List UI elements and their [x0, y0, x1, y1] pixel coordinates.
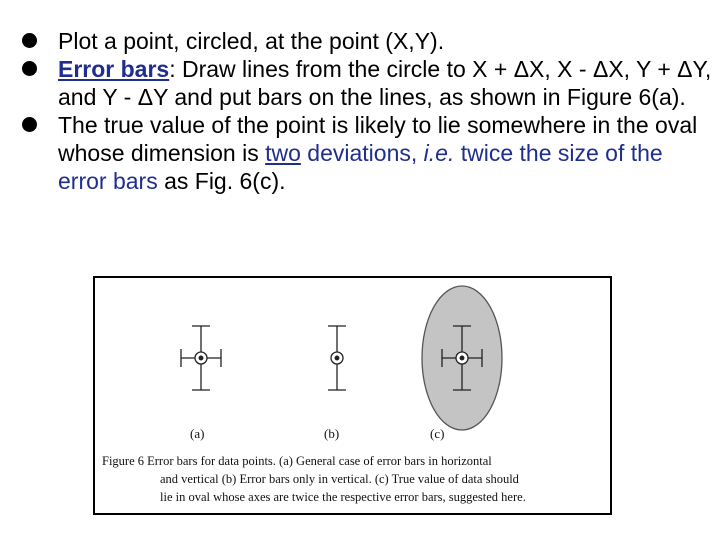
caption-line-2: and vertical (b) Error bars only in vertical. (c) True value of data should: [160, 472, 519, 486]
bullet-text: : Draw lines from the circle to X + ΔX, X - ΔX, Y + ΔY, and Y - ΔY and put bars on the lines, as shown in Figure 6(a).: [58, 56, 712, 110]
figure-6-image: [93, 276, 612, 515]
ie-text: i.e.: [423, 140, 455, 166]
error-bars-term: Error bars: [58, 56, 170, 82]
bullet-text-end: as Fig. 6(c).: [157, 168, 286, 194]
bullet-text: Plot a point, circled, at the point (X,Y).: [58, 28, 445, 54]
label-a: (a): [190, 426, 205, 441]
bullet-dot-icon: [22, 61, 37, 76]
error-bars-c: [422, 286, 502, 430]
bullet-dot-icon: [22, 117, 37, 132]
bullet-item-true-value: [12, 111, 712, 195]
bullet-item-plot-point: [12, 27, 712, 55]
error-bars-a: [181, 326, 221, 390]
error-bars-b: [328, 326, 346, 390]
bullet-item-error-bars: [12, 55, 712, 111]
label-b: (b): [324, 426, 340, 441]
label-c: (c): [430, 426, 445, 441]
deviations-text: deviations,: [300, 140, 424, 166]
caption-line-3: lie in oval whose axes are twice the respective error bars, suggested here.: [160, 490, 526, 504]
bullet-text: The true value of the point is likely to lie somewhere in the oval whose dimension is: [58, 112, 698, 166]
bullet-list: [12, 27, 712, 195]
twice-size-text: twice the size of the error bars: [58, 140, 663, 194]
two-emphasis: two: [265, 140, 301, 166]
bullet-dot-icon: [22, 33, 37, 48]
caption-line-1: Figure 6 Error bars for data points. (a) General case of error bars in horizontal: [102, 454, 492, 468]
